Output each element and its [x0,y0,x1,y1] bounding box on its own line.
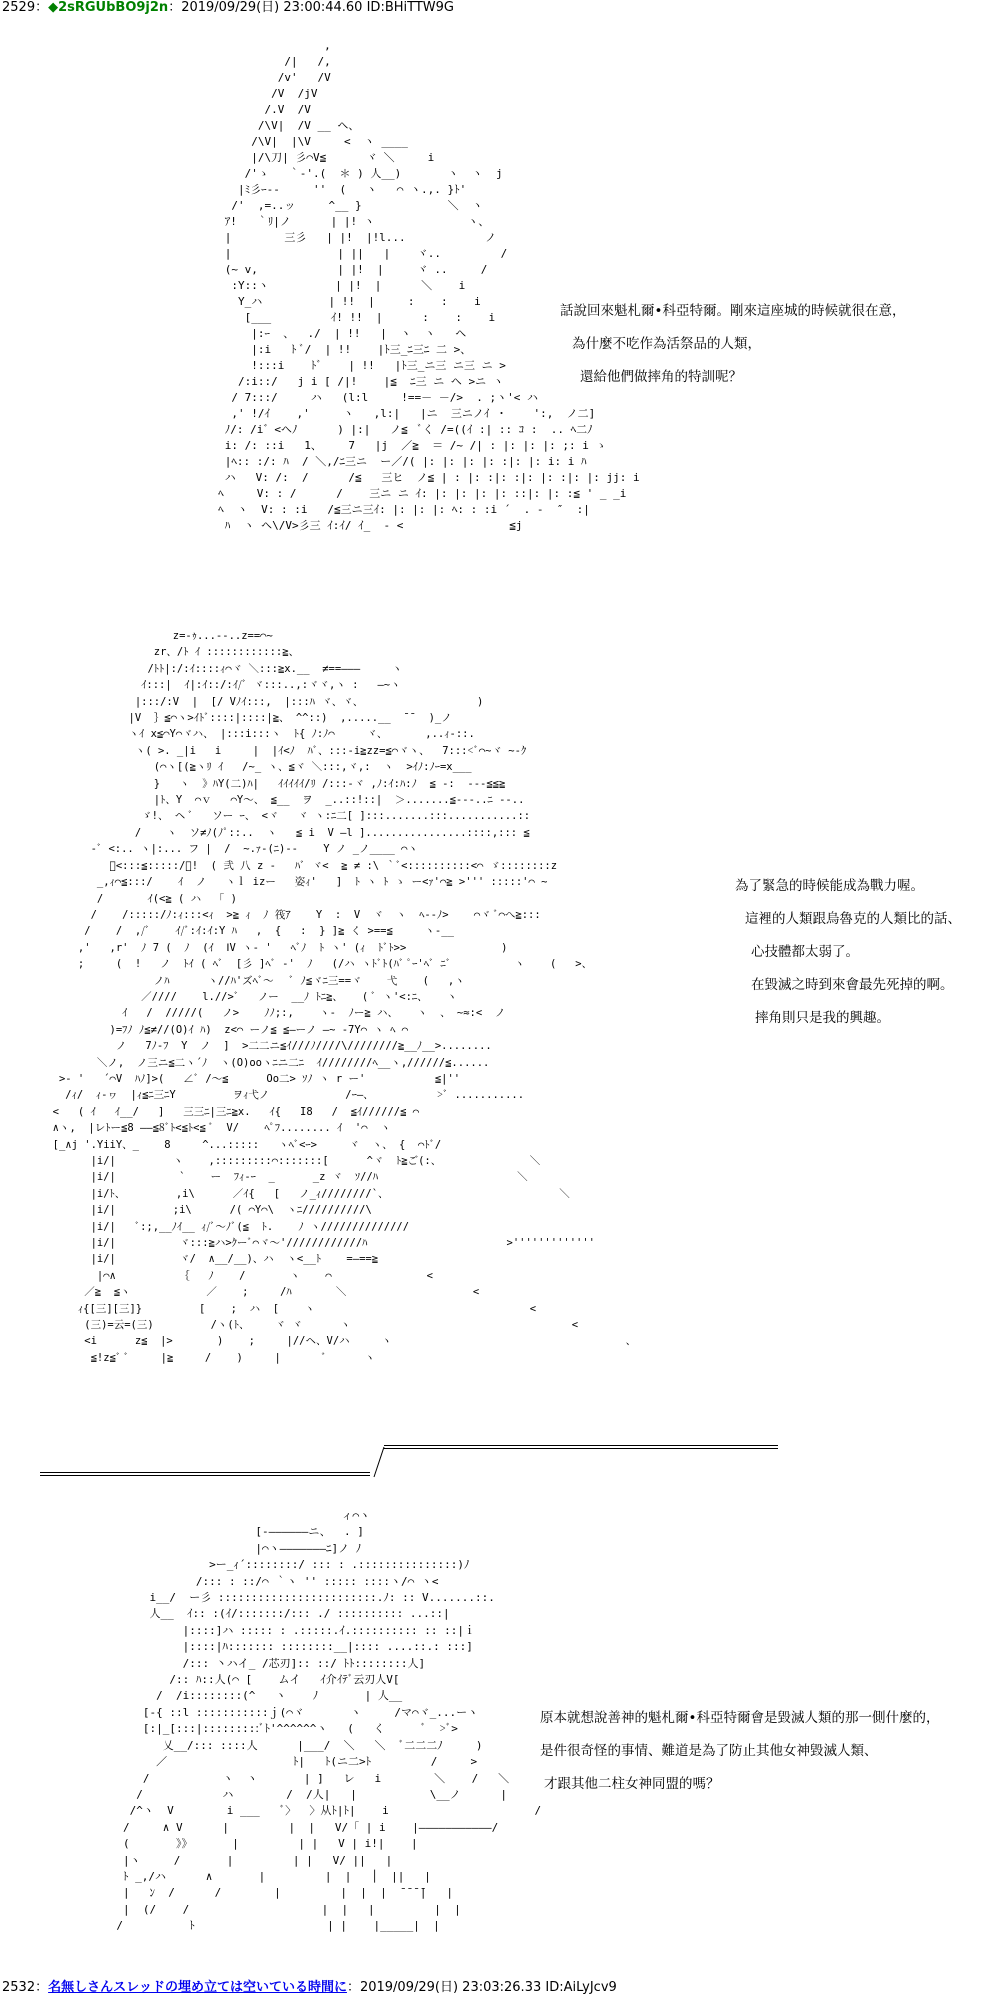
post-header-2532 [2,1980,617,1996]
section-divider [40,1445,740,1485]
speech-line: 摔角則只是我的興趣。 [755,1010,890,1026]
poster-id[interactable]: ID:BHiTTW9G [366,0,454,15]
divider-line [40,1475,370,1476]
ascii-art-character-1: , /| /, /v' /V /V /jV /.V /V /\V| /V __ ヘ、 /\V| |\V < ヽ ____ |/\刀| 彡⌒V≦ ヾ ＼ i /'ゝ ｀-'.( ＊ ) 人__) ヽ ヽ j |ﾐ彡ｰ-- '' ( ヽ ⌒ ヽ.,. }ﾄ' /' ,=..ッ ^__ } ＼ ヽ ｱ! ｀ﾘ|ノ | |! ヽ ヽ、 | 三彡 | |! |!l... ノ | | || | ヾ.. / (~ v, | |! | ヾ .. / :Y::ヽ | |! | ＼ i Y_ハ | !! | : : i [___ ｲ! !! | : : i |:ｰ 、 ./ | !! | ヽ ヽ ヘ |:i ﾄ ﾞ/ | !! |ﾄ三_ﾆ三ﾆ 二 >、 !:::i ﾄﾞ | !! |ﾄ三_ニ三 ニ三 ニ > /:i::/ j i [ /|! |≦ ﾆ三 ニ ヘ >ニ ヽ / 7:::/ ハ (l:l !==－ －/> . ;ヽ'< ハ ,' !/ｲ ,' ヽ ,l:| |ニ 三ニノｲ ・ ':, ノ二] ﾉ/: /i゛<ヘﾉ ) |:| ノ≦ ﾞく /=((ｲ :| :: ｺ : .. ﾍ二ﾉ i: /: ::i 1、 7 |j ／≧ ＝ /~ /| : |: |: |: ;: i ゝ |ﾍ:: :/: ﾊ / ＼,/ﾆ三ニ ー／/( |: |: |: |: :|: |: i: i ﾊ ハ V: /: / /≦ 三ヒ ノ≦ | : |: :|: :|: |: :|: |: jj: i ﾍ V: : / / 三ニ ニ ｲ: |: |: |: |: ::|: |: :≦ ' _ _i ﾍ ヽ V: : :i /≦三ニ三ｲ: |: |: |: ﾍ: : :i ´ . - ″ :| ﾊ ヽ ヘ\/V>彡三 ｲ:ｲ/ ｲ_ - < ≦j [218,39,640,532]
speech-line: 是件很奇怪的事情、難道是為了防止其他女神毀滅人類、 [540,1743,878,1759]
post-number[interactable]: 2532： [2,1980,49,1995]
speech-line: 在毀滅之時到來會最先死掉的啊。 [751,977,954,993]
speech-block-3 [540,1709,939,1793]
post-datetime: ：2019/09/29(日) 23:03:26.33 [346,1980,542,1995]
speech-line: 還給他們做摔角的特訓呢？ [580,369,742,385]
post-header-2529 [2,0,454,16]
speech-line: 為什麼不吃作為活祭品的人類， [572,336,761,352]
post-datetime: ：2019/09/29(日) 23:00:44.60 [168,0,363,15]
poster-trip: ◆2sRGUbBO9j2n [48,0,169,15]
divider-line [384,1445,778,1446]
poster-id[interactable]: ID:AiLyJcv9 [545,1980,617,1995]
ascii-art-character-3: ィ⌒ヽ [-――――――ニ、 . ] |⌒ヽ―――――――ﾆ]ノ ﾉ >ー_ｨ´::::::::/ ::: : .:::::::::::::::)ﾉ /::: : ::/⌒ ｀ヽ '' ::::: ::::ヽ/⌒ ヽ< i__/ ー彡 ::::::::::::::::::::::::.ﾉ: :: V.......::. 人__ ｲ:: :(ｲ/:::::::/::: ./ :::::::::: ...::| |::::]ハ ::::: : .:::::.ｲ.:::::::::: :: ::|ｉ |::::|ﾊ::::::: ::::::::__|:::: ....::.: :::] /::: 丶ハイ_ /芯刃]:: ::/ ﾄﾄ::::::::人] /:: ﾊ::人(⌒ [ ムイ ｲ介ｲﾃﾞ云刃人V[ / /i::::::::(^ ヽ ﾉ | 人__ [-{ ::l :::::::::::ｊ(⌒ヾ ヽ /マ⌒ヾ_...ーヽ [:|_[:::|:::::::::ﾞﾄ'^^^^^^ヽ ( く ﾞ >ﾞ> 乂__/::: ::::人 |___/ ＼ ＼ ﾞ二二二ﾉ ) ／ ﾄ| ﾄ(ニ二>ﾄ / > / ヽ ヽ | ] レ i ＼ / ＼ / ハ / /人| | \__ノ | /^ヽ V i ___ ﾞ〉 〉从ﾄ|ﾄ| i / / ∧ V | | | V/「 | i |―――――――――――/ ( 》》 | | | V | i!| | |ヽ / | | | V/ || | ﾄ _,/ハ ∧ | | | │ || | | ﾝ / / | | | | ̄ ̄ ̄ ̄| | | (/ / | | | | | / ﾄ | | |_____| | [116,1509,542,1933]
speech-line: 原本就想說善神的魁札爾•科亞特爾會是毀滅人類的那一側什麼的， [540,1710,940,1726]
speech-line: 才跟其他二柱女神同盟的嗎？ [544,1776,720,1792]
post-number[interactable]: 2529： [2,0,49,15]
speech-line: 為了緊急的時候能成為戰力喔。 [735,878,924,894]
divider-line [40,1472,370,1473]
speech-block-2 [735,877,961,1027]
poster-name-link[interactable]: 名無しさんスレッドの埋め立ては空いている時間に [48,1980,347,1995]
divider-line [384,1448,778,1449]
speech-line: 這裡的人類跟烏魯克的人類比的話、 [745,911,961,927]
speech-line: 心技體都太弱了。 [751,944,859,960]
divider-slash [366,1445,396,1485]
ascii-art-character-2: z=-ｩ...--..z==⌒~ zr、/ﾄ ｲ ::::::::::::≧、 /ﾄﾄ|:/:ｲ::::ｨ⌒ヾ ＼:::≧x.__ ≠==――― ヽ ｲ:::| ｲ|:ｲ::/:ｲ/ﾞ ヾ:::..,:ヾヾ,ヽ : ―~ヽ |:::/:V | [/ Vﾉｲ:::, |:::ﾊ ヾ、ヾ、 ) |V ｝≦⌒ヽ>ｲﾄﾞ::::|::::|≧、 ^^::) ,.....__ ̄ ̄ )_ノ ヽｲ x≦⌒Y⌒ヾハ、 |:::i:::ヽ ﾄ{ ﾉ:ﾉ⌒ ヾ、 ,..ｨ-::. ヽ( >. _|i i | |ｲ<ﾉ ﾊﾞ、:::-i≧zz=≦⌒ヾヽ、 7:::<ﾞ⌒~ヾ ~-ｸ (⌒ヽ[(≧ヽﾘ ｲ /~_ ヽ、≦ヾ ＼:::,ヾ,: ヽ >ｲﾉ:ﾉｰ=x___ } ヽ 》ﾊY(二)ﾊ| ｲｲｲｲｲ/ﾘ /:::-ヾ ,ﾉ:ｲ:ﾊ:ﾉ ≦ -: ---≦≦≧ |ﾄ、Y ⌒ｖ ⌒Y〜、 ≦__ ヲ _..::!::| ＞.......≦---..ﾆ --.. ゞ!、 ヘ ﾞ ソー ｰ、 <ヾ ヾ ヽ:ﾆ二[ ]:::.......:::...........:: / ヽ ソ≠ﾉ(ﾉﾟ::.. ヽ ≦ i V ―l ]................::::,::: ≦ -ﾞ <:.. ヽ|:... フ | / ~.ｧ-(ﾆ)-- Y ノ _ノ____ ⌒ヽ ﾞ<:::≦:::::/ﾞ! ( 弐 八 z - ﾊﾞ ヾ< ≧ ≠ :\ ｀ﾞ<::::::::::<⌒ ゞ::::::::z _,ｨ⌒≦:::/ ｲ ノ ヽｌ izー 姿ｨ' ] ﾄ ヽ ﾄ ゝ ー<ｧ'⌒≧ >''' :::::'⌒ ~ / ｲ(<≧ ( ハ 「 ) / /:::::/ﾉ:ｨ:::<ｨ >≧ ｨ ﾉ 筏ｱ Y : V ヾ ヽ ﾍ--ﾉ> ⌒ヾ ﾞ⌒へ≧::: / / ,/ﾞ ｲ/ﾞ:ｲ:ｲ:Y ﾊ , { : } ]≧ く >==≦ ヽ-__ ,' ,r' ﾉ 7 ( ﾉ (ｲ ⅠV ヽ- ' ﾍﾞﾉ ﾄ ヽ' (ｨ ﾄﾞﾄ>> ) ; ( ! ノ ﾄｲ ( ﾍﾞ [彡 ]ﾍﾞ -' ﾉ (/ハ ヽﾄﾞﾄ(ﾊﾞ ﾟｰ'ﾍﾞ ﾆﾞ ヽ ( >、 ノﾊ ヽ//ﾊ'ズﾍﾞ〜 ﾞ ﾉ≦ヾﾆ三==ヾ 弋 ( ,ヽ ／//// l.//>ﾞ ノー __ﾉ ﾄﾆ≧、 ( ﾞ ヽ'<:ﾆ、 ヽ ｲ / /////( ノ> ﾉﾉ;:, ヽ- ﾉー≧ ハ、 ヽ 、 ~≈:< ノ )=ﾌﾉ ﾉ≦≠//(O)ｲ ﾊ) z<⌒ ーノ≦ ≦―ーノ ―~ -7Y⌒ ヽ ﾍ ⌒ ノ 7ﾉ-ﾌ Y ノ ] >二二ニ≦ｲ///ﾉ////\////////≧__ﾉ__>........ ＼ノ, ノ三ニ≦二ヽ´ﾉ ヽ(O)ooヽﾆニ二ﾆ ｲ////////ﾍ__ヽ,//////≦...... >- ' ´⌒V ﾊﾉ]>( ∠ﾞ /〜≦ Oo二> ｿﾉ ヽ r ー' ≦|'' /ｨ/ ｨ-ヮ |ｨ≦ﾆ三ﾆY ヲｨ弋ノ /ｰ―、 >ﾞ ........... < ( ｲ ｲ__/ ] 三三ﾆ|三ﾆ≧x. ｲ{ I8 / ≦ｲ//////≦ ⌒ ∧ヽ, |レﾄー≦8 ――≦8ﾞﾄ<≦ﾄ<≦ ﾞ V/ ﾍﾟﾌ........ ｲ '⌒ ヽ [_∧j '.YiiY、_ 8 ^...::::: ヽﾍﾞ<ｰ> ヾ ヽ、 { ⌒ﾄﾞ/ |i/| ヽ ,:::::::::⌒:::::::[ ^ヾ ﾄ≧ご(:、 ＼ |i/| ` ー ﾌｨ-ｰ _ _z ヾ ｿ//ﾊ ＼ |i/ﾄ、 ,i\ ／ｲ{ [ ノ_ｨ////////`、 ＼ |i/| ;i\ /( ⌒Y⌒\ ヽﾆ//////////\ |i/| ﾞ:;,__ﾉｲ__ ｨ/ﾞ〜ﾉﾞ(≦ ﾄ. ﾉ ヽ////////////// |i/| ヾ:::≧ハ>ｸーﾞ⌒ヾ〜'////////////ﾊ >''''''''''''' |i/| ヾ/ ∧__/__)、ハ ヽ<__ﾄ =―==≧ |⌒∧ ｛ ﾉ / ヽ ⌒ < ／≧ ≦ヽ ／ ; /ﾊ ＼ < ｨ{[三][三]} [ ; ハ [ ヽ < (三)=云=(三) /ヽ(ﾄ、 ヾ ヾ ヽ < <i z≦ |> ) ; |//ヘ、V/ハ ヽ 、 ≦!z≦ﾞ ﾞ |≧ / ) | ﾞ ヽ [52,630,637,1364]
speech-line: 話說回來魁札爾•科亞特爾。剛來這座城的時候就很在意， [560,303,906,319]
speech-block-1 [560,302,905,386]
